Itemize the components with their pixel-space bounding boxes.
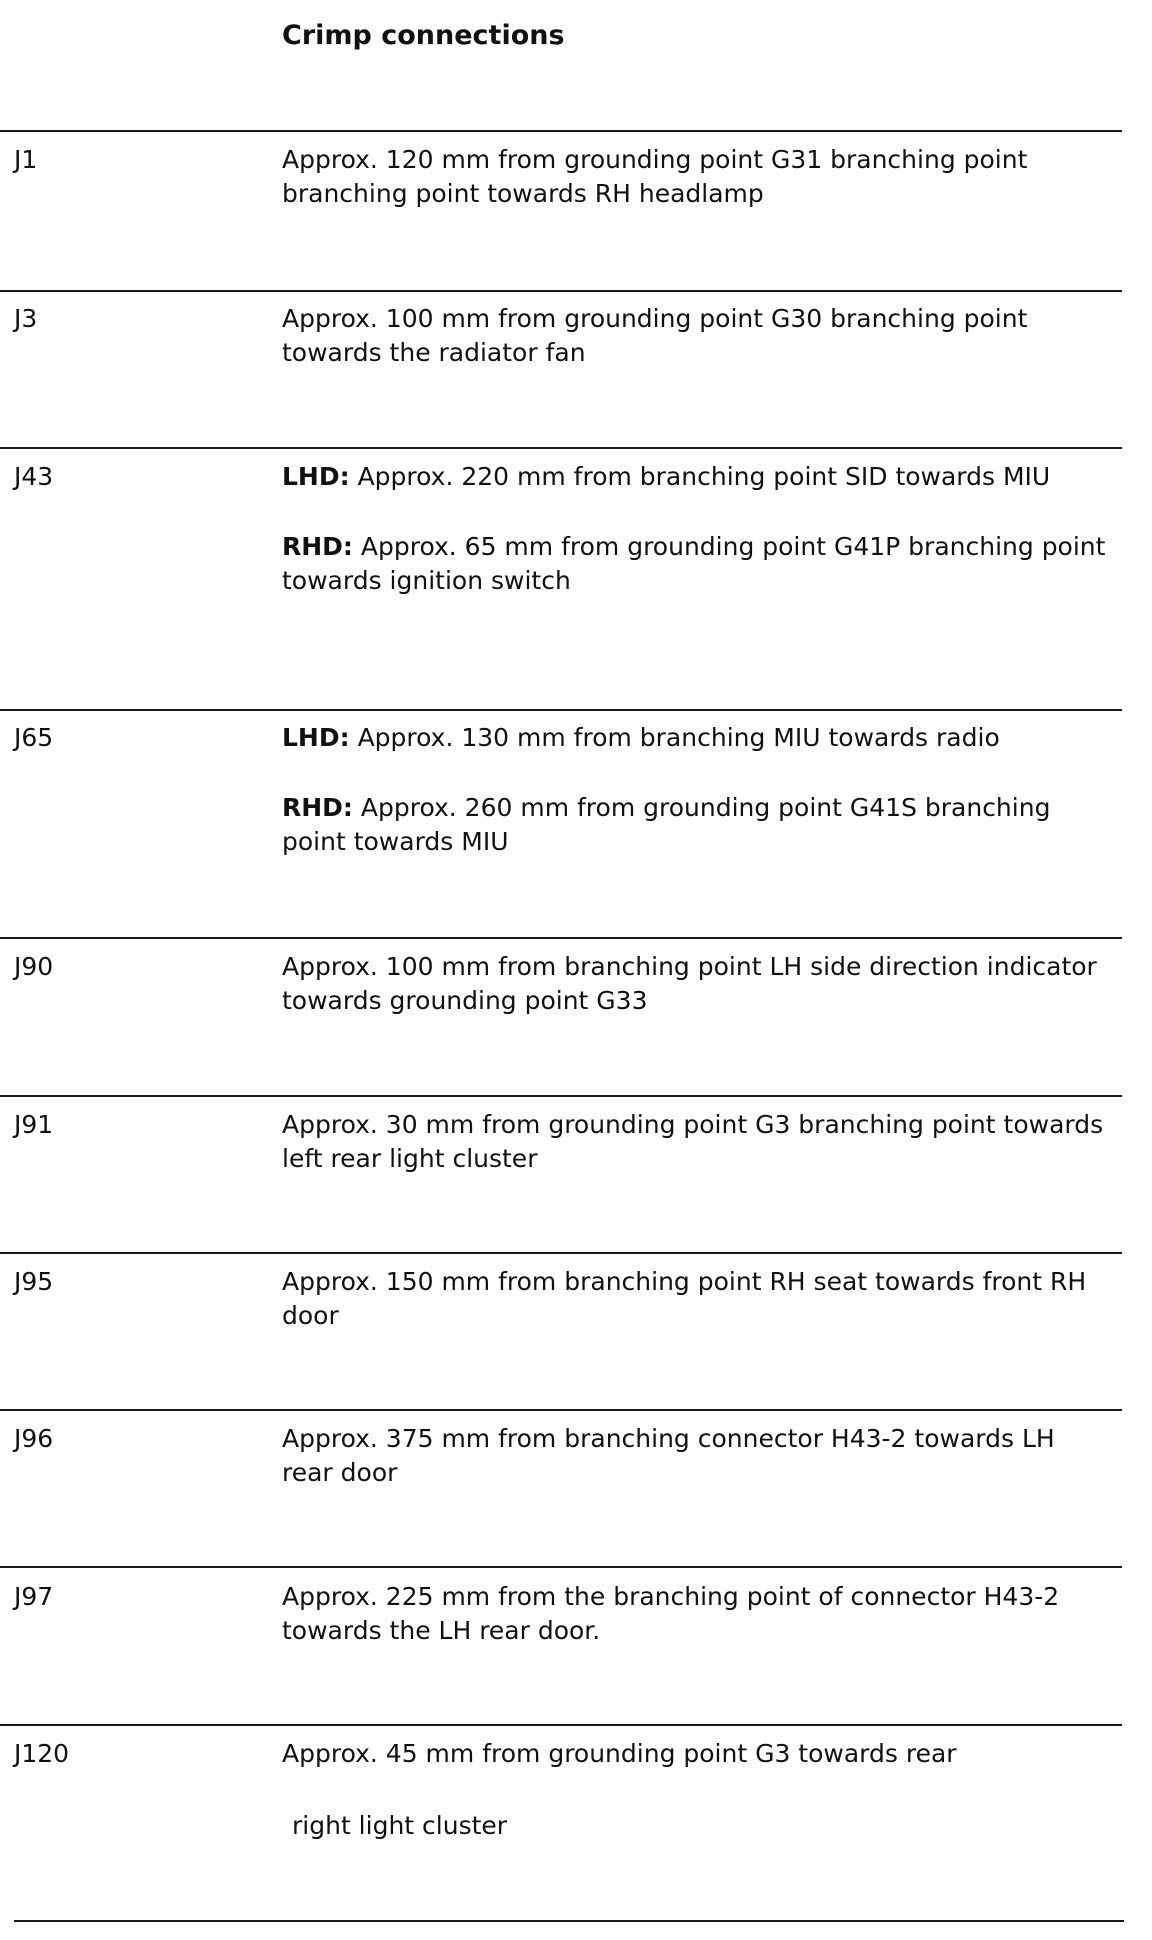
description-paragraph xyxy=(282,1265,1112,1333)
connection-code: J1 xyxy=(14,145,38,174)
connection-description xyxy=(282,950,1112,1018)
description-text: Approx. 65 mm from grounding point G41P branching point towards ignition switch xyxy=(282,532,1106,595)
connection-description xyxy=(282,721,1112,859)
row-divider xyxy=(0,709,1122,711)
description-text: Approx. 100 mm from grounding point G30 branching point towards the radiator fan xyxy=(282,304,1028,367)
connection-code: J3 xyxy=(14,304,38,333)
connection-code: J120 xyxy=(14,1739,70,1768)
description-text: Approx. 220 mm from branching point SID towards MIU xyxy=(357,462,1051,491)
connection-description xyxy=(282,1737,1112,1843)
drive-side-label: LHD: xyxy=(282,462,350,491)
description-paragraph xyxy=(282,791,1112,859)
connection-code: J97 xyxy=(14,1582,54,1611)
description-text: Approx. 45 mm from grounding point G3 towards rear xyxy=(282,1739,957,1768)
row-divider xyxy=(0,1252,1122,1254)
connection-description xyxy=(282,302,1112,370)
description-text: Approx. 150 mm from branching point RH seat towards front RH door xyxy=(282,1267,1087,1330)
row-divider xyxy=(0,937,1122,939)
connection-code: J90 xyxy=(14,952,54,981)
description-paragraph xyxy=(282,302,1112,370)
connection-code: J43 xyxy=(14,462,54,491)
row-divider xyxy=(0,1724,1122,1726)
description-text: Approx. 260 mm from grounding point G41S branching point towards MIU xyxy=(282,793,1051,856)
description-text: Approx. 225 mm from the branching point of connector H43-2 towards the LH rear door. xyxy=(282,1582,1060,1645)
description-paragraph xyxy=(282,460,1112,494)
description-paragraph xyxy=(282,1108,1112,1176)
description-continuation: right light cluster xyxy=(292,1811,508,1840)
row-divider xyxy=(0,1095,1122,1097)
description-text: Approx. 375 mm from branching connector H43-2 towards LH rear door xyxy=(282,1424,1055,1487)
page-title: Crimp connections xyxy=(282,20,565,51)
row-divider xyxy=(0,1409,1122,1411)
drive-side-label: RHD: xyxy=(282,793,353,822)
connection-code: J96 xyxy=(14,1424,54,1453)
connection-description xyxy=(282,1580,1112,1648)
connection-description xyxy=(282,460,1112,598)
row-divider xyxy=(0,447,1122,449)
row-divider xyxy=(0,290,1122,292)
connection-description xyxy=(282,1422,1112,1490)
description-paragraph xyxy=(282,1737,1112,1771)
drive-side-label: RHD: xyxy=(282,532,353,561)
description-text: Approx. 130 mm from branching MIU towards radio xyxy=(357,723,1000,752)
connection-code: J95 xyxy=(14,1267,54,1296)
connection-description xyxy=(282,143,1112,211)
description-paragraph xyxy=(282,143,1112,211)
connection-code: J91 xyxy=(14,1110,54,1139)
description-paragraph xyxy=(282,1580,1112,1648)
description-paragraph xyxy=(282,1422,1112,1490)
connection-description xyxy=(282,1265,1112,1333)
row-divider xyxy=(0,1566,1122,1568)
row-divider xyxy=(0,130,1122,132)
table-bottom-rule xyxy=(14,1920,1124,1922)
connection-description xyxy=(282,1108,1112,1176)
description-text: Approx. 100 mm from branching point LH side direction indicator towards grounding point G33 xyxy=(282,952,1097,1015)
description-text: Approx. 30 mm from grounding point G3 branching point towards left rear light cluster xyxy=(282,1110,1104,1173)
description-text: Approx. 120 mm from grounding point G31 branching point branching point towards RH headlamp xyxy=(282,145,1028,208)
description-paragraph xyxy=(282,721,1112,755)
drive-side-label: LHD: xyxy=(282,723,350,752)
connection-code: J65 xyxy=(14,723,54,752)
description-paragraph xyxy=(282,530,1112,598)
description-paragraph xyxy=(282,950,1112,1018)
